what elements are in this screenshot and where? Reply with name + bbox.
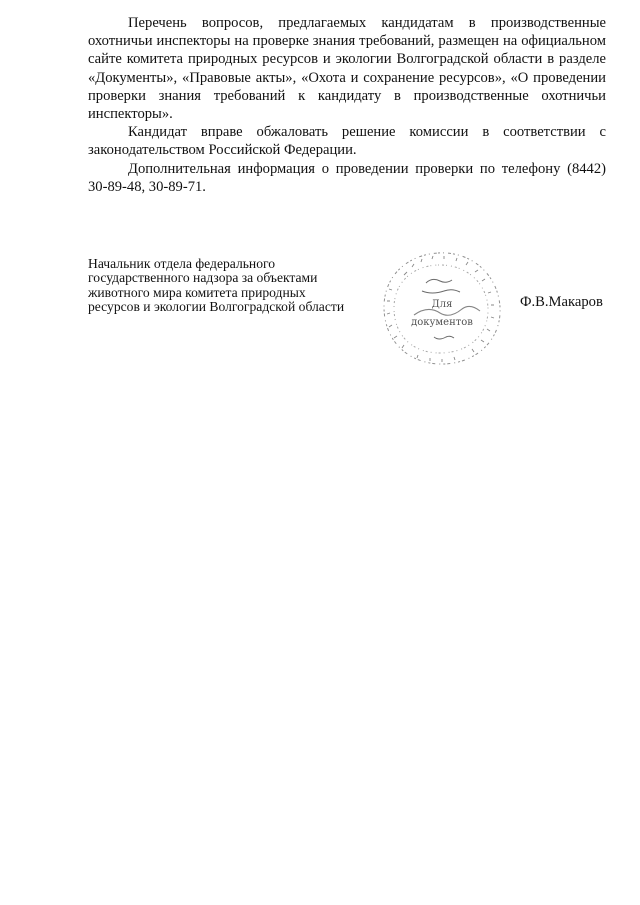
body-text xyxy=(88,14,606,196)
paragraph-appeal-right: Кандидат вправе обжаловать решение комиссии в соответствии с законодательством Российской Федерации. xyxy=(88,124,606,159)
signature-position-block xyxy=(88,257,388,315)
position-line: животного мира комитета природных xyxy=(88,284,306,300)
signer-name: Ф.В.Макаров xyxy=(520,294,603,310)
paragraph-contact-phone: Дополнительная информация о проведении проверки по телефону (8442) 30-89-48, 30-89-71. xyxy=(88,160,606,195)
official-stamp-seal xyxy=(374,245,509,370)
position-line: Начальник отдела федерального xyxy=(88,256,276,271)
position-line: государственного надзора за объектами xyxy=(88,270,318,286)
position-line: ресурсов и экологии Волгоградской области xyxy=(88,299,345,315)
stamp-text-line: Для xyxy=(431,299,453,310)
paragraph-question-list: Перечень вопросов, предлагаемых кандидатам в производственные охотничьи инспекторы на проверке знания требований, размещен на официальном сайте комитета природных ресурсов и экологии Волгоградской области в разделе «Документы», «Правовые акты», «Охота и сохранение ресурсов», «О проведении проверки знания требований к кандидату в производственные охотничьи инспекторы». xyxy=(88,15,606,123)
stamp-text-line: документов xyxy=(411,317,473,328)
